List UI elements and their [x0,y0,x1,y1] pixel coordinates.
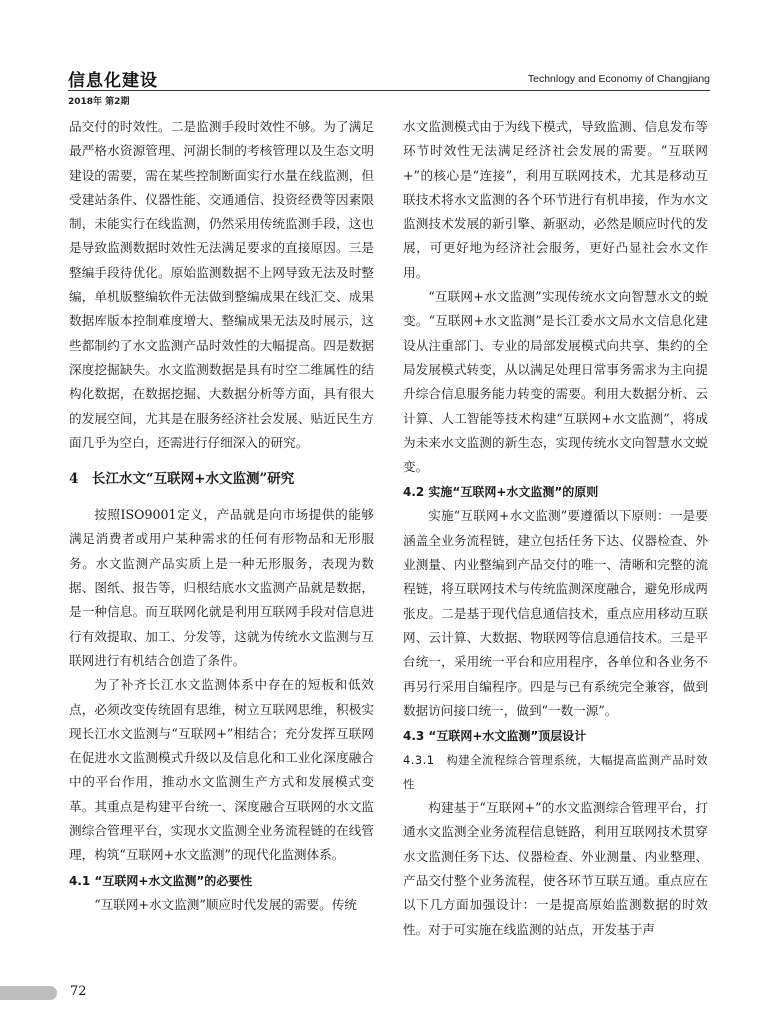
subsection-heading: 4.1 “互联网+水文监测”的必要性 [69,873,253,888]
paragraph: “互联网+水文监测”实现传统水文向智慧水文的蜕变。“互联网+水文监测”是长江委水文局水文信息化建设从注重部门、专业的局部发展模式向共享、集约的全局发展模式转变，从以满足处理日常事务需求为主向提升综合信息服务能力转变的需要。利用大数据分析、云计算、人工智能等技术构建“互联网+水文监测”，将成为未来水文监测的新生态，实现传统水文向智慧水文蜕变。 [403,289,708,475]
subsubsection-heading: 4.3.1 构建全流程综合管理系统，大幅提高监测产品时效性 [403,753,708,792]
section-heading: 4 长江水文“互联网+水文监测”研究 [69,471,295,488]
header-divider [68,90,710,91]
paragraph: 构建基于“互联网+”的水文监测综合管理平台，打通水文监测全业务流程信息链路，利用互联网技术贯穿水文监测任务下达、仪器检查、外业测量、内业整理、产品交付整个业务流程，使各环节互联互通。重点应在以下几方面加强设计：一是提高原始监测数据的时效性。对于可实施在线监测的站点，开发基于声 [403,800,708,937]
subsection-heading: 4.2 实施“互联网+水文监测”的原则 [403,485,599,500]
footer-tab [0,986,57,1000]
right-column [403,115,708,942]
paragraph: 品交付的时效性。二是监测手段时效性不够。为了满足最严格水资源管理、河湖长制的考核管理以及生态文明建设的需要，需在某些控制断面实行水量在线监测，但受建站条件、仪器性能、交通通信、投资经费等因素限制，未能实行在线监测，仍然采用传统监测手段，这也是导致监测数据时效性无法满足要求的直接原因。三是整编手段待优化。原始监测数据不上网导致无法及时整编，单机版整编软件无法做到整编成果在线汇交、成果数据库版本控制难度增大、整编成果无法及时展示，这些都制约了水文监测产品时效性的大幅提高。四是数据深度挖掘缺失。水文监测数据是具有时空二维属性的结构化数据，在数据挖掘、大数据分析等方面，具有很大的发展空间，尤其是在服务经济社会发展、贴近民生方面几乎为空白，还需进行仔细深入的研究。 [69,119,374,450]
paragraph: 水文监测模式由于为线下模式，导致监测、信息发布等环节时效性无法满足经济社会发展的需要。“互联网+”的核心是“连接”，利用互联网技术，尤其是移动互联技术将水文监测的各个环节进行有机串接，作为水文监测技术发展的新引擎、新驱动，必然是顺应时代的发展，可更好地为经济社会服务，更好凸显社会水文作用。 [403,119,708,280]
paragraph: 按照ISO9001定义，产品就是向市场提供的能够满足消费者或用户某种需求的任何有形物品和无形服务。水文监测产品实质上是一种无形服务，表现为数据、图纸、报告等，归根结底水文监测产品就是数据，是一种信息。而互联网化就是利用互联网手段对信息进行有效提取、加工、分发等，这就为传统水文监测与互联网进行有机结合创造了条件。 [69,507,374,668]
paragraph: 实施“互联网+水文监测”要遵循以下原则：一是要涵盖全业务流程链，建立包括任务下达、仪器检查、外业测量、内业整编到产品交付的唯一、清晰和完整的流程链，将互联网技术与传统监测深度融合，避免形成两张皮。二是基于现代信息通信技术，重点应用移动互联网、云计算、大数据、物联网等信息通信技术。三是平台统一，采用统一平台和应用程序，各单位和各业务不再另行采用自编程序。四是与已有系统完全兼容，做到数据访问接口统一，做到“一数一源”。 [403,508,708,718]
paragraph: “互联网+水文监测”顺应时代发展的需要。传统 [94,896,357,912]
left-column [69,115,374,917]
journal-name: 信息化建设 [68,71,158,91]
paragraph: 为了补齐长江水文监测体系中存在的短板和低效点，必须改变传统固有思维，树立互联网思维，积极实现长江水文监测与“互联网+”相结合；充分发挥互联网在促进水文监测模式升级以及信息化和工业化深度融合中的平台作用，推动水文监测生产方式和发展模式变革。其重点是构建平台统一、深度融合互联网的水文监测综合管理平台，实现水文监测全业务流程链的在线管理，构筑“互联网+水文监测”的现代化监测体系。 [69,677,374,863]
journal-english-name: Technlogy and Economy of Changjiang [527,73,710,85]
issue-label: 2018年 第2期 [68,97,130,107]
page-number: 72 [70,984,87,999]
subsection-heading: 4.3 “互联网+水文监测”顶层设计 [403,729,587,744]
